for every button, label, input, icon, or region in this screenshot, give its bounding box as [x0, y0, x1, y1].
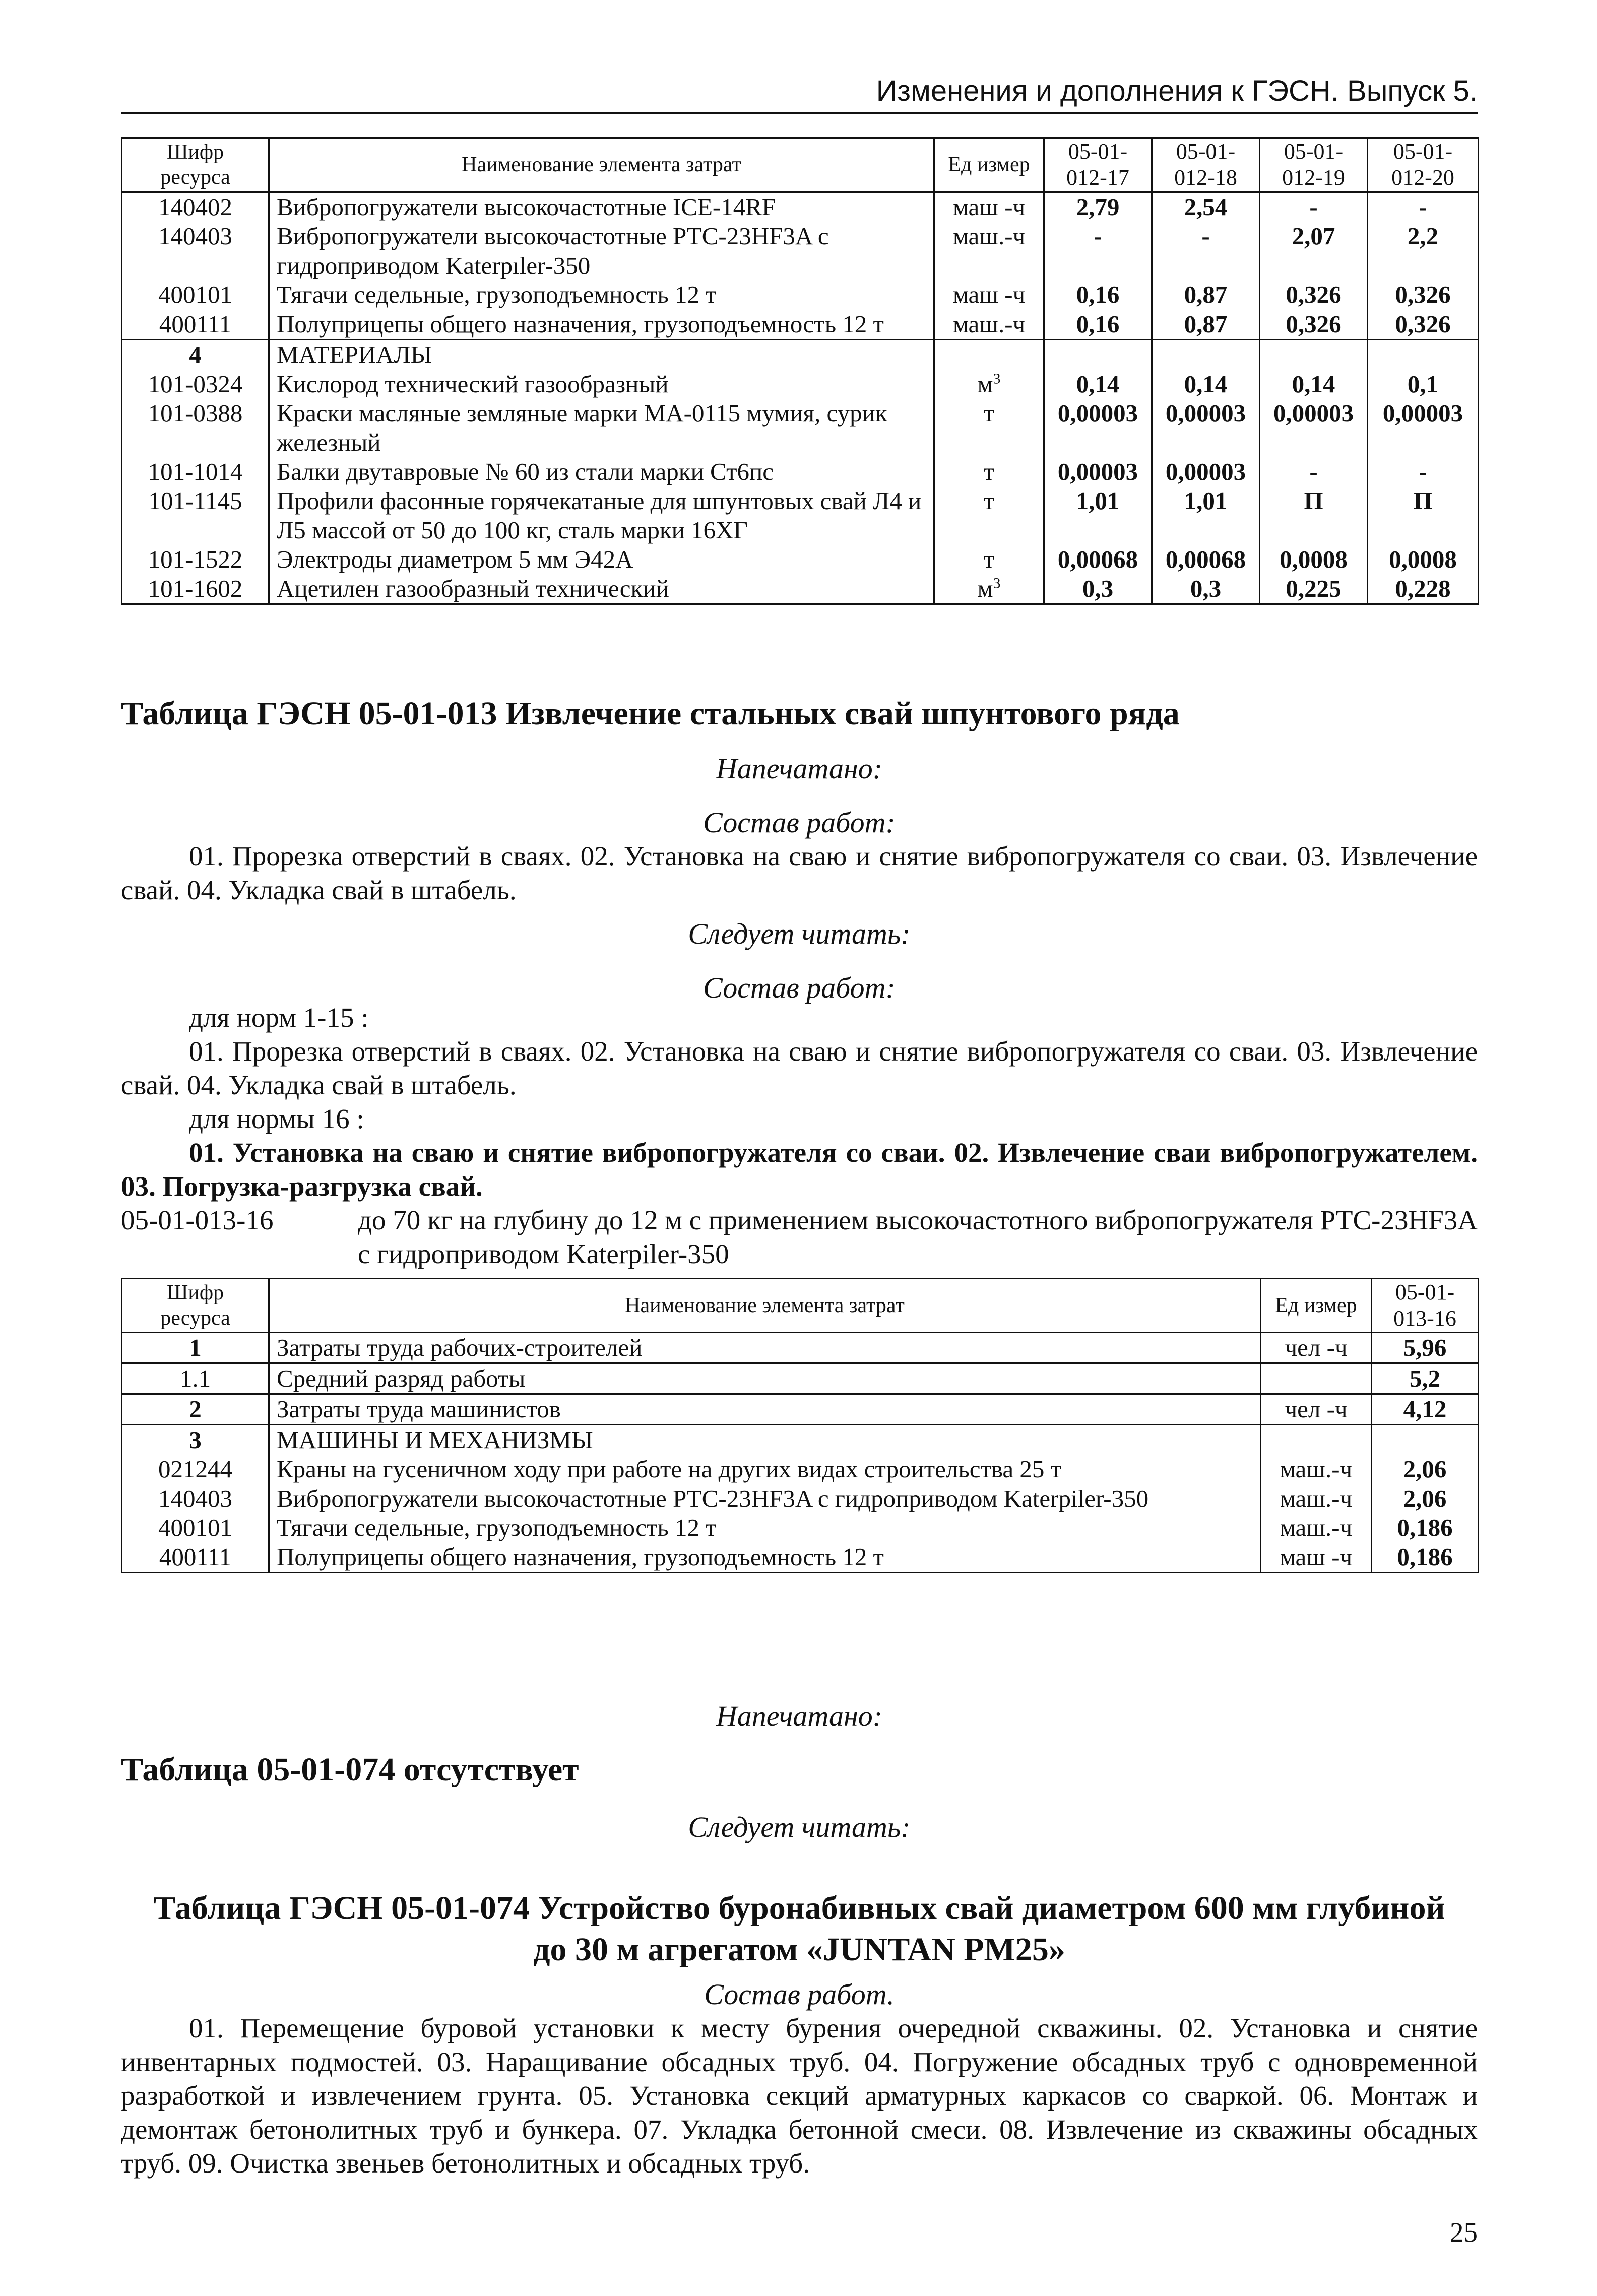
cell-unit: маш.-ч [934, 222, 1044, 280]
empty-cell [1372, 1425, 1479, 1455]
cell-name: Электроды диаметром 5 мм Э42А [269, 545, 934, 574]
cell-value: 0,00003 [1152, 457, 1260, 486]
col-header-norm: 05-01-012-17 [1044, 138, 1152, 192]
cell-unit: маш -ч [934, 192, 1044, 222]
cell-name: Балки двутавровые № 60 из стали марки Ст6пс [269, 457, 934, 486]
table-row [122, 457, 1479, 486]
cell-value: 0,00068 [1152, 545, 1260, 574]
table-row [122, 486, 1479, 545]
cell-value: П [1260, 486, 1368, 545]
cell-code: 101-1145 [122, 486, 269, 545]
cell-name: Затраты труда машинистов [269, 1394, 1261, 1425]
cell-value: 0,16 [1044, 280, 1152, 309]
cell-code: 021244 [122, 1455, 269, 1484]
empty-cell [934, 340, 1044, 370]
cell-unit: чел -ч [1261, 1394, 1372, 1425]
cell-name: Тягачи седельные, грузоподъемность 12 т [269, 1513, 1261, 1542]
table-title-05-01-074: Таблица ГЭСН 05-01-074 Устройство буронабивных свай диаметром 600 мм глубиной до 30 м агрегатом «JUNTAN PM25» [153, 1890, 1445, 1968]
table-row [122, 1484, 1479, 1513]
section-code: 3 [122, 1425, 269, 1455]
cell-code: 101-1014 [122, 457, 269, 486]
composition-label: Состав работ: [703, 806, 896, 839]
table-row [122, 1542, 1479, 1573]
cell-value: 0,0008 [1368, 545, 1479, 574]
cell-unit: чел -ч [1261, 1333, 1372, 1363]
cell-name: Краны на гусеничном ходу при работе на других видах строительства 25 т [269, 1455, 1261, 1484]
cell-code: 400101 [122, 1513, 269, 1542]
empty-cell [1261, 1425, 1372, 1455]
cell-value: 1,01 [1044, 486, 1152, 545]
cell-unit: т [934, 545, 1044, 574]
cell-name: Ацетилен газообразный технический [269, 574, 934, 604]
printed-label: Напечатано: [716, 752, 883, 785]
cell-value: 0,326 [1260, 280, 1368, 309]
cell-value: 0,186 [1372, 1542, 1479, 1573]
cell-unit: маш -ч [1261, 1542, 1372, 1573]
norm-description: до 70 кг на глубину до 12 м с применением высокочастотного вибропогружателя РТС-23HF3A с гидроприводом Katerpiler-350 [358, 1205, 1478, 1269]
cell-unit: $м^3$ [934, 369, 1044, 399]
cell-value: 0,00068 [1044, 545, 1152, 574]
section-name: МАТЕРИАЛЫ [269, 340, 934, 370]
col-header-name: Наименование элемента затрат [269, 138, 934, 192]
resource-table-05-01-012 [121, 137, 1479, 605]
cell-value: 0,87 [1152, 309, 1260, 340]
cell-value: 2,54 [1152, 192, 1260, 222]
empty-cell [1152, 340, 1260, 370]
norms-1-15-label: для норм 1-15 : [189, 1002, 369, 1033]
cell-value: 0,326 [1368, 280, 1479, 309]
cell-code: 1 [122, 1333, 269, 1363]
cell-code: 140403 [122, 1484, 269, 1513]
empty-cell [1368, 340, 1479, 370]
cell-value: 0,326 [1260, 309, 1368, 340]
cell-name: Затраты труда рабочих-строителей [269, 1333, 1261, 1363]
table-row [122, 545, 1479, 574]
cell-value: 2,79 [1044, 192, 1152, 222]
cell-name: Вибропогружатели высокочастотные ICE-14RF [269, 192, 934, 222]
cell-value: - [1044, 222, 1152, 280]
cell-value: - [1368, 457, 1479, 486]
cell-unit: маш.-ч [1261, 1484, 1372, 1513]
section-name: МАШИНЫ И МЕХАНИЗМЫ [269, 1425, 1261, 1455]
table-row [122, 1394, 1479, 1425]
cell-unit: маш -ч [934, 280, 1044, 309]
cell-value: 0,00003 [1368, 399, 1479, 457]
cell-name: Кислород технический газообразный [269, 369, 934, 399]
resource-table-05-01-013 [121, 1278, 1479, 1573]
cell-value: 0,186 [1372, 1513, 1479, 1542]
running-header: Изменения и дополнения к ГЭСН. Выпуск 5. [121, 73, 1478, 114]
table-row [122, 574, 1479, 604]
empty-cell [1260, 340, 1368, 370]
cell-unit: маш.-ч [934, 309, 1044, 340]
cell-value: - [1260, 192, 1368, 222]
col-header-code: Шифр ресурса [122, 1279, 269, 1333]
section-row [122, 1425, 1479, 1455]
col-header-name: Наименование элемента затрат [269, 1279, 1261, 1333]
cell-value: П [1368, 486, 1479, 545]
norm-16-text: 01. Установка на сваю и снятие вибропогружателя со сваи. 02. Извлечение сваи вибропогружателем. 03. Погрузка-разгрузка свай. [121, 1137, 1478, 1202]
cell-value: 0,0008 [1260, 545, 1368, 574]
should-read-label: Следует читать: [688, 1811, 911, 1843]
table-row [122, 280, 1479, 309]
table-row [122, 369, 1479, 399]
page-number: 25 [1450, 2217, 1478, 2248]
composition-text: 01. Перемещение буровой установки к месту бурения очередной скважины. 02. Установка и снятие инвентарных подмостей. 03. Наращивание обсадных труб. 04. Погружение обсадных труб с одновременной разработкой и извлечением грунта. 05. Установка секций арматурных каркасов со сваркой. 06. Монтаж и демонтаж бетонолитных труб и бункера. 07. Укладка бетонной смеси. 08. Извлечение из скважины обсадных труб. 09. Очистка звеньев бетонолитных и обсадных труб. [121, 2013, 1478, 2179]
cell-value: 0,228 [1368, 574, 1479, 604]
cell-value: 0,00003 [1044, 399, 1152, 457]
col-header-norm: 05-01-013-16 [1372, 1279, 1479, 1333]
table-row [122, 1455, 1479, 1484]
cell-value: 0,326 [1368, 309, 1479, 340]
printed-label: Напечатано: [716, 1700, 883, 1732]
cell-value: 2,2 [1368, 222, 1479, 280]
table-row [122, 399, 1479, 457]
cell-name: Вибропогружатели высокочастотные РТС-23HF3A с гидроприводом Katerpiler-350 [269, 1484, 1261, 1513]
norms-1-15-text: 01. Прорезка отверстий в сваях. 02. Установка на сваю и снятие вибропогружателя со сваи. 03. Извлечение свай. 04. Укладка свай в штабель. [121, 1036, 1478, 1100]
cell-name: Вибропогружатели высокочастотные РТС-23HF3A с гидроприводом Katerpıler-350 [269, 222, 934, 280]
cell-unit [1261, 1363, 1372, 1394]
col-header-code: Шифр ресурса [122, 138, 269, 192]
should-read-label: Следует читать: [688, 917, 911, 950]
cell-value: 0,225 [1260, 574, 1368, 604]
cell-value: 2,07 [1260, 222, 1368, 280]
cell-unit: т [934, 399, 1044, 457]
table-row [122, 1363, 1479, 1394]
cell-code: 400101 [122, 280, 269, 309]
printed-composition-text: 01. Прорезка отверстий в сваях. 02. Установка на сваю и снятие вибропогружателя со сваи. 03. Извлечение свай. 04. Укладка свай в штабель. [121, 841, 1478, 905]
table-absent-note: Таблица 05-01-074 отсутствует [121, 1751, 579, 1788]
section-row [122, 340, 1479, 370]
cell-value: 0,3 [1044, 574, 1152, 604]
cell-name: Полуприцепы общего назначения, грузоподъемность 12 т [269, 1542, 1261, 1573]
cell-code: 101-1602 [122, 574, 269, 604]
cell-value: 5,96 [1372, 1333, 1479, 1363]
col-header-norm: 05-01-012-18 [1152, 138, 1260, 192]
cell-name: Профили фасонные горячекатаные для шпунтовых свай Л4 и Л5 массой от 50 до 100 кг, сталь марки 16ХГ [269, 486, 934, 545]
col-header-unit: Ед измер [1261, 1279, 1372, 1333]
table-title-05-01-013: Таблица ГЭСН 05-01-013 Извлечение стальных свай шпунтового ряда [121, 695, 1180, 732]
table-row [122, 309, 1479, 340]
cell-code: 400111 [122, 1542, 269, 1573]
cell-unit: маш.-ч [1261, 1455, 1372, 1484]
cell-name: Тягачи седельные, грузоподъемность 12 т [269, 280, 934, 309]
cell-value: 0,16 [1044, 309, 1152, 340]
cell-value: 1,01 [1152, 486, 1260, 545]
cell-value: 0,00003 [1044, 457, 1152, 486]
cell-value: 0,87 [1152, 280, 1260, 309]
cell-value: 0,14 [1260, 369, 1368, 399]
norm-16-label: для нормы 16 : [189, 1103, 364, 1134]
empty-cell [1044, 340, 1152, 370]
composition-label: Состав работ. [704, 1978, 895, 2011]
cell-value: 5,2 [1372, 1363, 1479, 1394]
cell-code: 2 [122, 1394, 269, 1425]
cell-value: 2,06 [1372, 1484, 1479, 1513]
cell-value: - [1368, 192, 1479, 222]
cell-value: 4,12 [1372, 1394, 1479, 1425]
cell-value: 0,3 [1152, 574, 1260, 604]
cell-value: 0,00003 [1152, 399, 1260, 457]
cell-code: 140403 [122, 222, 269, 280]
cell-value: 2,06 [1372, 1455, 1479, 1484]
table-row [122, 1513, 1479, 1542]
norm-code: 05-01-013-16 [121, 1205, 274, 1235]
cell-name: Средний разряд работы [269, 1363, 1261, 1394]
cell-unit: маш.-ч [1261, 1513, 1372, 1542]
table-row [122, 222, 1479, 280]
section-code: 4 [122, 340, 269, 370]
cell-value: - [1152, 222, 1260, 280]
cell-value: - [1260, 457, 1368, 486]
cell-code: 400111 [122, 309, 269, 340]
cell-code: 140402 [122, 192, 269, 222]
table-row [122, 192, 1479, 222]
col-header-norm: 05-01-012-19 [1260, 138, 1368, 192]
cell-code: 101-0388 [122, 399, 269, 457]
cell-code: 1.1 [122, 1363, 269, 1394]
cell-value: 0,00003 [1260, 399, 1368, 457]
composition-label: Состав работ: [703, 971, 896, 1004]
cell-value: 0,14 [1044, 369, 1152, 399]
cell-unit: т [934, 457, 1044, 486]
col-header-unit: Ед измер [934, 138, 1044, 192]
cell-unit: т [934, 486, 1044, 545]
cell-code: 101-1522 [122, 545, 269, 574]
cell-name: Полуприцепы общего назначения, грузоподъемность 12 т [269, 309, 934, 340]
col-header-norm: 05-01-012-20 [1368, 138, 1479, 192]
cell-value: 0,14 [1152, 369, 1260, 399]
cell-code: 101-0324 [122, 369, 269, 399]
table-row [122, 1333, 1479, 1363]
cell-unit: $м^3$ [934, 574, 1044, 604]
cell-name: Краски масляные земляные марки МА-0115 мумия, сурик железный [269, 399, 934, 457]
cell-value: 0,1 [1368, 369, 1479, 399]
